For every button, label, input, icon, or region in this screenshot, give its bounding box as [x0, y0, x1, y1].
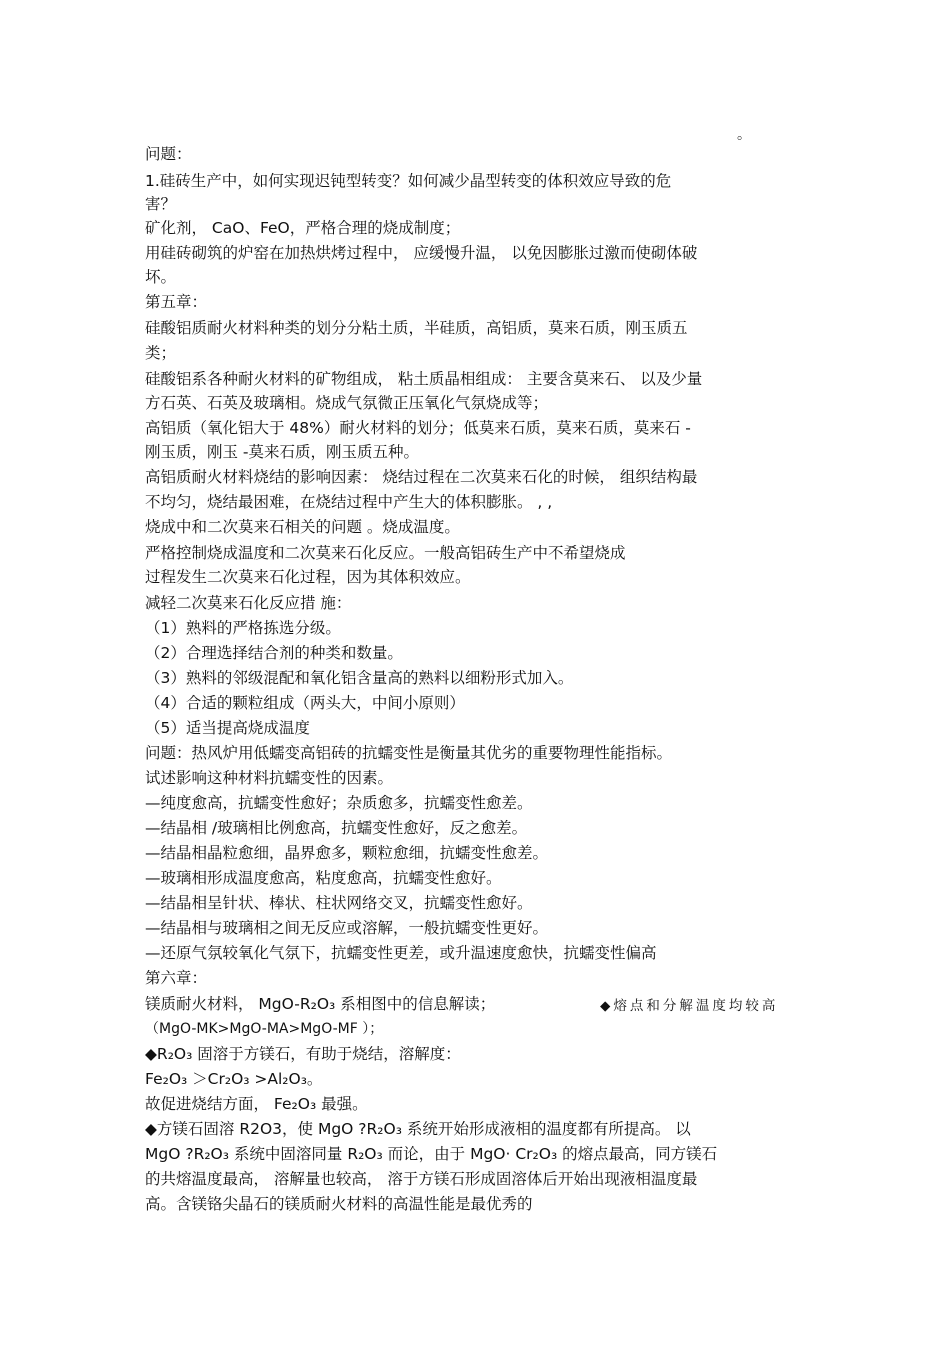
line-solid-solution: ◆R₂O₃ 固溶于方镁石，有助于烧结，溶解度： — [145, 1045, 461, 1063]
line-creep-question-cont: 试述影响这种材料抗蠕变性的因素。 — [145, 769, 394, 787]
header-mark: 。 — [737, 127, 751, 143]
line-answer-mineralizer: 矿化剂， CaO、FeO，严格合理的烧成制度； — [145, 219, 461, 237]
list-item-1: （1）熟料的严格拣选分级。 — [145, 619, 341, 637]
line-measures-title: 减轻二次莫来石化反应措 施： — [145, 594, 352, 612]
creep-factor-5: —结晶相呈针状、棒状、柱状网络交叉，抗蠕变性愈好。 — [145, 894, 533, 912]
line-high-alumina: 高铝质（氧化铝大于 48%）耐火材料的划分；低莫来石质，莫来石质，莫来石 - — [145, 419, 691, 437]
line-chapter6: 第六章： — [145, 969, 208, 987]
line-q1-cont: 害？ — [145, 195, 177, 213]
line-mk-order: （MgO-MK>MgO-MA>MgO-MF ）； — [145, 1021, 384, 1037]
line-chapter5: 第五章： — [145, 293, 208, 311]
line-classification-cont: 类； — [145, 344, 177, 362]
line-mineral-composition-cont: 方石英、石英及玻璃相。烧成气氛微正压氧化气氛烧成等； — [145, 394, 549, 412]
creep-factor-1: —纯度愈高，抗蠕变性愈好；杂质愈多，抗蠕变性愈差。 — [145, 794, 533, 812]
line-periclase-solid-3: 的共熔温度最高， 溶解量也较高， 溶于方镁石形成固溶体后开始出现液相温度最 — [145, 1170, 698, 1188]
creep-factor-2: —结晶相 /玻璃相比例愈高，抗蠕变性愈好，反之愈差。 — [145, 819, 528, 837]
creep-factor-7: —还原气氛较氧化气氛下，抗蠕变性更差，或升温速度愈快，抗蠕变性偏高 — [145, 944, 657, 962]
list-item-4: （4）合适的颗粒组成（两头大，中间小原则） — [145, 694, 465, 712]
list-item-3: （3）熟料的邻级混配和氧化铝含量高的熟料以细粉形式加入。 — [145, 669, 574, 687]
line-mineral-composition: 硅酸铝系各种耐火材料的矿物组成， 粘土质晶相组成： 主要含莫来石、 以及少量 — [145, 370, 703, 388]
line-sintering-factors-cont: 不均匀，烧结最困难，在烧结过程中产生大的体积膨胀。 , , — [145, 493, 553, 511]
line-answer-heating-cont: 坏。 — [145, 268, 177, 286]
line-magnesia-phase: 镁质耐火材料， MgO-R₂O₃ 系相图中的信息解读； — [145, 995, 496, 1013]
line-creep-question: 问题：热风炉用低蠕变高铝砖的抗蠕变性是衡量其优劣的重要物理性能指标。 — [145, 744, 673, 762]
creep-factor-3: —结晶相晶粒愈细，晶界愈多，颗粒愈细，抗蠕变性愈差。 — [145, 844, 549, 862]
line-periclase-solid: ◆方镁石固溶 R2O3，使 MgO ?R₂O₃ 系统开始形成液相的温度都有所提高。 以 — [145, 1120, 691, 1138]
line-high-alumina-cont: 刚玉质，刚玉 -莫来石质，刚玉质五种。 — [145, 443, 420, 461]
line-firing-control: 严格控制烧成温度和二次莫来石化反应。一般高铝砖生产中不希望烧成 — [145, 544, 626, 562]
list-item-5: （5）适当提高烧成温度 — [145, 719, 310, 737]
line-classification: 硅酸铝质耐火材料种类的划分分粘土质，半硅质，高铝质，莫来石质，刚玉质五 — [145, 319, 688, 337]
line-solubility-order: Fe₂O₃ ＞Cr₂O₃ >Al₂O₃。 — [145, 1070, 323, 1088]
line-firing-issues: 烧成中和二次莫来石相关的问题 。烧成温度。 — [145, 518, 460, 536]
line-sintering-factors: 高铝质耐火材料烧结的影响因素： 烧结过程在二次莫来石化的时候， 组织结构最 — [145, 468, 698, 486]
creep-factor-4: —玻璃相形成温度愈高，粘度愈高，抗蠕变性愈好。 — [145, 869, 502, 887]
line-sintering-strongest: 故促进烧结方面， Fe₂O₃ 最强。 — [145, 1095, 368, 1113]
line-q1: 1.硅砖生产中，如何实现迟钝型转变？如何减少晶型转变的体积效应导致的危 — [145, 172, 672, 190]
line-firing-control-cont: 过程发生二次莫来石化过程，因为其体积效应。 — [145, 568, 471, 586]
line-periclase-solid-4: 高。含镁铬尖晶石的镁质耐火材料的高温性能是最优秀的 — [145, 1195, 533, 1213]
line-answer-heating: 用硅砖砌筑的炉窑在加热烘烤过程中， 应缓慢升温， 以免因膨胀过激而使砌体破 — [145, 244, 698, 262]
line-periclase-solid-2: MgO ?R₂O₃ 系统中固溶同量 R₂O₃ 而论，由于 MgO· Cr₂O₃ 的熔点最高，同方镁石 — [145, 1145, 718, 1163]
list-item-2: （2）合理选择结合剂的种类和数量。 — [145, 644, 403, 662]
creep-factor-6: —结晶相与玻璃相之间无反应或溶解，一般抗蠕变性更好。 — [145, 919, 549, 937]
line-question-label: 问题： — [145, 145, 192, 163]
side-note: ◆熔点和分解温度均较高 — [600, 998, 779, 1014]
